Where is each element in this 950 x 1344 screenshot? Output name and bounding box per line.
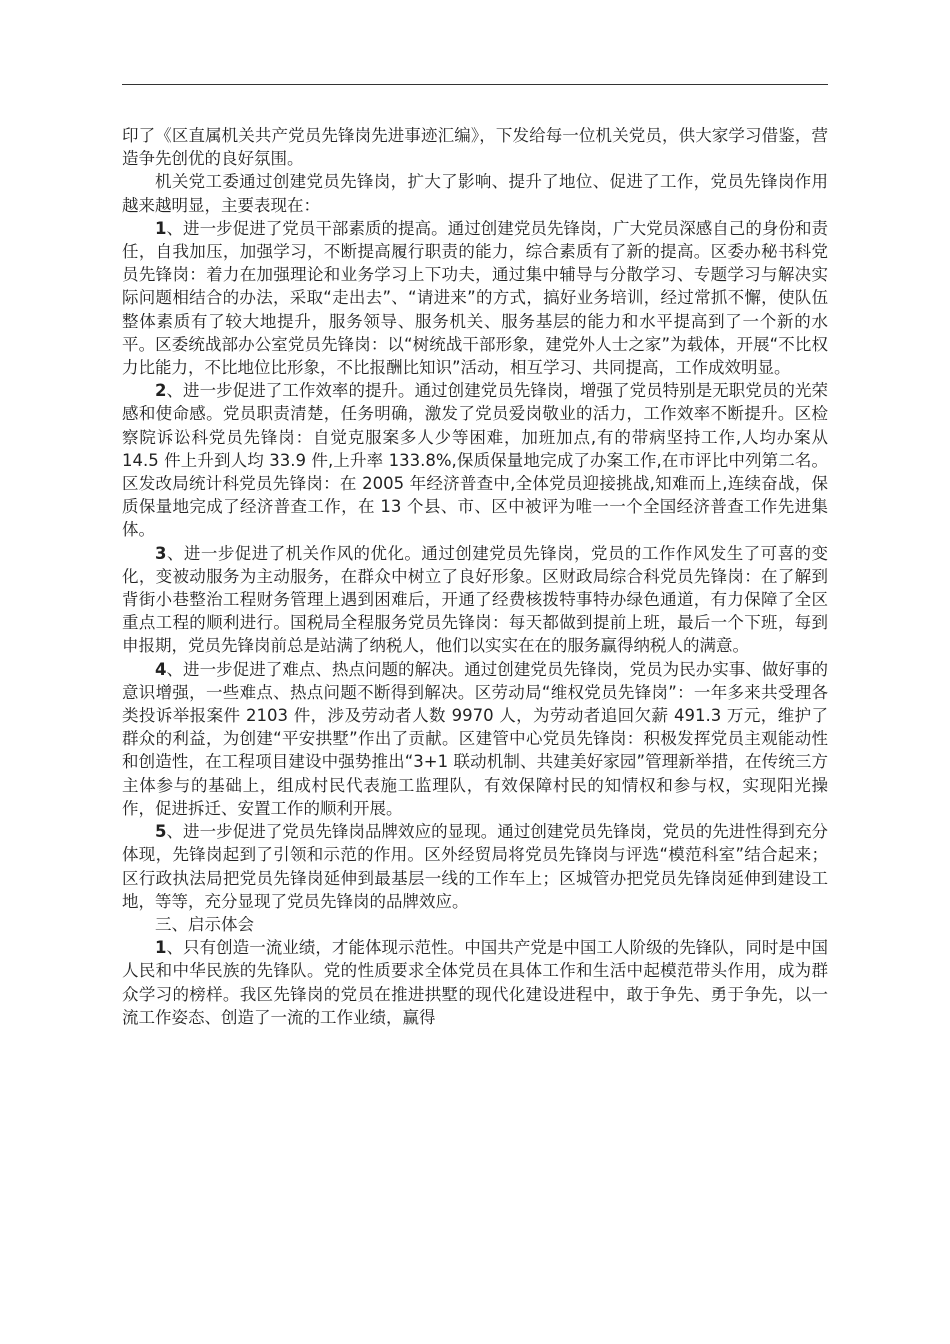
- paragraph-text: 、进一步促进了党员先锋岗品牌效应的显现。通过创建党员先锋岗，党员的先进性得到充分体现，先锋岗起到了引领和示范的作用。区外经贸局将党员先锋岗与评选“模范科室”结合起来；区行政执法局把党员先锋岗延伸到最基层一线的工作车上；区城管办把党员先锋岗延伸到建设工地，等等，充分显现了党员先锋岗的品牌效应。: [122, 822, 828, 911]
- paragraph-number: 1: [155, 938, 167, 958]
- document-body: [122, 124, 828, 1029]
- paragraph: [122, 936, 828, 1029]
- paragraph: [122, 913, 828, 936]
- paragraph: [122, 170, 828, 216]
- paragraph-number: 3: [155, 543, 167, 563]
- paragraph-text: 印了《区直属机关共产党员先锋岗先进事迹汇编》，下发给每一位机关党员，供大家学习借鉴，营造争先创优的良好氛围。: [122, 126, 828, 169]
- paragraph-number: 5: [155, 822, 167, 842]
- paragraph-text: 、进一步促进了党员干部素质的提高。通过创建党员先锋岗，广大党员深感自己的身份和责任，自我加压，加强学习，不断提高履行职责的能力，综合素质有了新的提高。区委办秘书科党员先锋岗：着力在加强理论和业务学习上下功夫，通过集中辅导与分散学习、专题学习与解决实际问题相结合的办法，采取“走出去”、“请进来”的方式，搞好业务培训，经过常抓不懈，使队伍整体素质有了较大地提升，服务领导、服务机关、服务基层的能力和水平提高到了一个新的水平。区委统战部办公室党员先锋岗：以“树统战干部形象，建党外人士之家”为载体，开展“不比权力比能力，不比地位比形象，不比报酬比知识”活动，相互学习、共同提高，工作成效明显。: [122, 218, 828, 378]
- paragraph-text: 机关党工委通过创建党员先锋岗，扩大了影响、提升了地位、促进了工作，党员先锋岗作用越来越明显，主要表现在：: [122, 172, 828, 215]
- paragraph: [122, 820, 828, 913]
- paragraph-text: 、进一步促进了难点、热点问题的解决。通过创建党员先锋岗，党员为民办实事、做好事的意识增强，一些难点、热点问题不断得到解决。区劳动局“维权党员先锋岗”：一年多来共受理各类投诉举报案件 2103 件，涉及劳动者人数 9970 人，为劳动者追回欠薪 491.3 万元，维护了群众的利益，为创建“平安拱墅”作出了贡献。区建管中心党员先锋岗：积极发挥党员主观能动性和创造性，在工程项目建设中强势推出“3+1 联动机制、共建美好家园”管理新举措，在传统三方主体参与的基础上，组成村民代表施工监理队，有效保障村民的知情权和参与权，实现阳光操作，促进拆迁、安置工作的顺利开展。: [122, 659, 828, 818]
- header-rule: [122, 84, 828, 85]
- paragraph: [122, 379, 828, 541]
- paragraph: [122, 124, 828, 170]
- paragraph: [122, 658, 828, 820]
- paragraph-text: 、只有创造一流业绩，才能体现示范性。中国共产党是中国工人阶级的先锋队，同时是中国人民和中华民族的先锋队。党的性质要求全体党员在具体工作和生活中起模范带头作用，成为群众学习的榜样。我区先锋岗的党员在推进拱墅的现代化建设进程中，敢于争先、勇于争先，以一流工作姿态、创造了一流的工作业绩，赢得: [122, 938, 828, 1027]
- paragraph-text: 、进一步促进了机关作风的优化。通过创建党员先锋岗，党员的工作作风发生了可喜的变化，变被动服务为主动服务，在群众中树立了良好形象。区财政局综合科党员先锋岗：在了解到背街小巷整治工程财务管理上遇到困难后，开通了经费核拨特事特办绿色通道，有力保障了全区重点工程的顺利进行。国税局全程服务党员先锋岗：每天都做到提前上班，最后一个下班，每到申报期，党员先锋岗前总是站满了纳税人，他们以实实在在的服务赢得纳税人的满意。: [122, 543, 828, 656]
- paragraph-text: 、进一步促进了工作效率的提升。通过创建党员先锋岗，增强了党员特别是无职党员的光荣感和使命感。党员职责清楚，任务明确，激发了党员爱岗敬业的活力，工作效率不断提升。区检察院诉讼科党员先锋岗：自觉克服案多人少等困难，加班加点,有的带病坚持工作,人均办案从 14.5 件上升到人均 33.9 件,上升率 133.8%,保质保量地完成了办案工作,在市评比中列第二名。区发改局统计科党员先锋岗：在 2005 年经济普查中,全体党员迎接挑战,知难而上,连续奋战，保质保量地完成了经济普查工作，在 13 个县、市、区中被评为唯一一个全国经济普查工作先进集体。: [122, 381, 828, 540]
- paragraph: [122, 542, 828, 658]
- paragraph-number: 2: [155, 381, 167, 401]
- paragraph-number: 1: [155, 218, 167, 238]
- paragraph: [122, 217, 828, 379]
- paragraph-text: 三、启示体会: [155, 914, 254, 934]
- paragraph-number: 4: [155, 659, 167, 679]
